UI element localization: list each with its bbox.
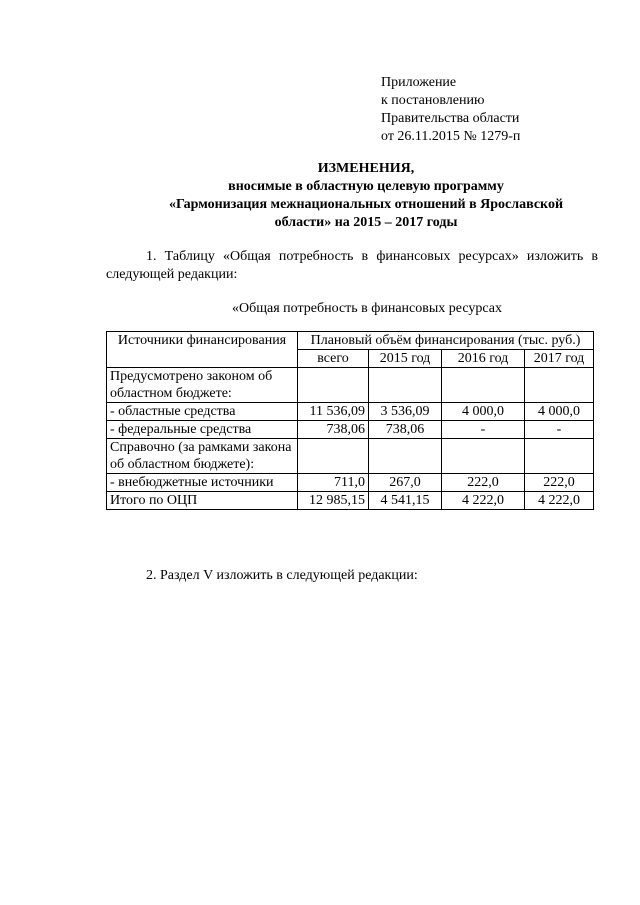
cell-2015 (369, 368, 442, 403)
cell-2017: 4 222,0 (525, 492, 594, 510)
cell-all (298, 439, 369, 474)
paragraph-2: 2. Раздел V изложить в следующей редакции: (146, 568, 418, 583)
cell-2017 (525, 368, 594, 403)
cell-2015: 4 541,15 (369, 492, 442, 510)
cell-2016: - (442, 421, 525, 439)
title-line: ИЗМЕНЕНИЯ, (317, 161, 415, 176)
header-col-2015: 2015 год (369, 350, 442, 368)
title-line: области» на 2015 – 2017 годы (274, 215, 458, 230)
cell-2017: 222,0 (525, 474, 594, 492)
appendix-note (381, 74, 520, 146)
cell-2017 (525, 439, 594, 474)
header-plan: Плановый объём финансирования (тыс. руб.) (298, 332, 594, 350)
cell-all: 738,06 (298, 421, 369, 439)
header-col-all: всего (298, 350, 369, 368)
table-caption: «Общая потребность в финансовых ресурсах (232, 301, 502, 316)
table-row (107, 439, 594, 474)
cell-2017: - (525, 421, 594, 439)
title-line: «Гармонизация межнациональных отношений в Ярославской (168, 197, 564, 212)
cell-2016: 4 222,0 (442, 492, 525, 510)
cell-all (298, 368, 369, 403)
table-row (107, 421, 594, 439)
cell-2016: 222,0 (442, 474, 525, 492)
appendix-line: Приложение (381, 75, 457, 90)
cell-2015: 3 536,09 (369, 403, 442, 421)
cell-2015 (369, 439, 442, 474)
title-line: вносимые в областную целевую программу (228, 179, 504, 194)
row-source: Справочно (за рамками закона об областном бюджете): (107, 439, 298, 474)
table-row (107, 492, 594, 510)
cell-2016 (442, 439, 525, 474)
header-col-2016: 2016 год (442, 350, 525, 368)
row-source: - внебюджетные источники (107, 474, 298, 492)
cell-2015: 738,06 (369, 421, 442, 439)
appendix-line: от 26.11.2015 № 1279-п (381, 129, 521, 144)
table-row (107, 474, 594, 492)
cell-all: 12 985,15 (298, 492, 369, 510)
appendix-line: к постановлению (381, 93, 485, 108)
cell-2016 (442, 368, 525, 403)
financing-table (106, 331, 594, 510)
appendix-line: Правительства области (381, 111, 520, 126)
cell-all: 11 536,09 (298, 403, 369, 421)
cell-2017: 4 000,0 (525, 403, 594, 421)
header-col-2017: 2017 год (525, 350, 594, 368)
cell-all: 711,0 (298, 474, 369, 492)
cell-2016: 4 000,0 (442, 403, 525, 421)
row-source: - федеральные средства (107, 421, 298, 439)
document-title (106, 160, 626, 232)
row-source: Итого по ОЦП (107, 492, 298, 510)
cell-2015: 267,0 (369, 474, 442, 492)
table-row (107, 403, 594, 421)
header-source: Источники финансирования (107, 332, 298, 368)
paragraph-1: 1. Таблицу «Общая потребность в финансовых ресурсах» изложить в следующей редакции: (106, 249, 598, 282)
row-source: Предусмотрено законом об областном бюджете: (107, 368, 298, 403)
table-row (107, 368, 594, 403)
table-header-row (107, 332, 594, 350)
row-source: - областные средства (107, 403, 298, 421)
